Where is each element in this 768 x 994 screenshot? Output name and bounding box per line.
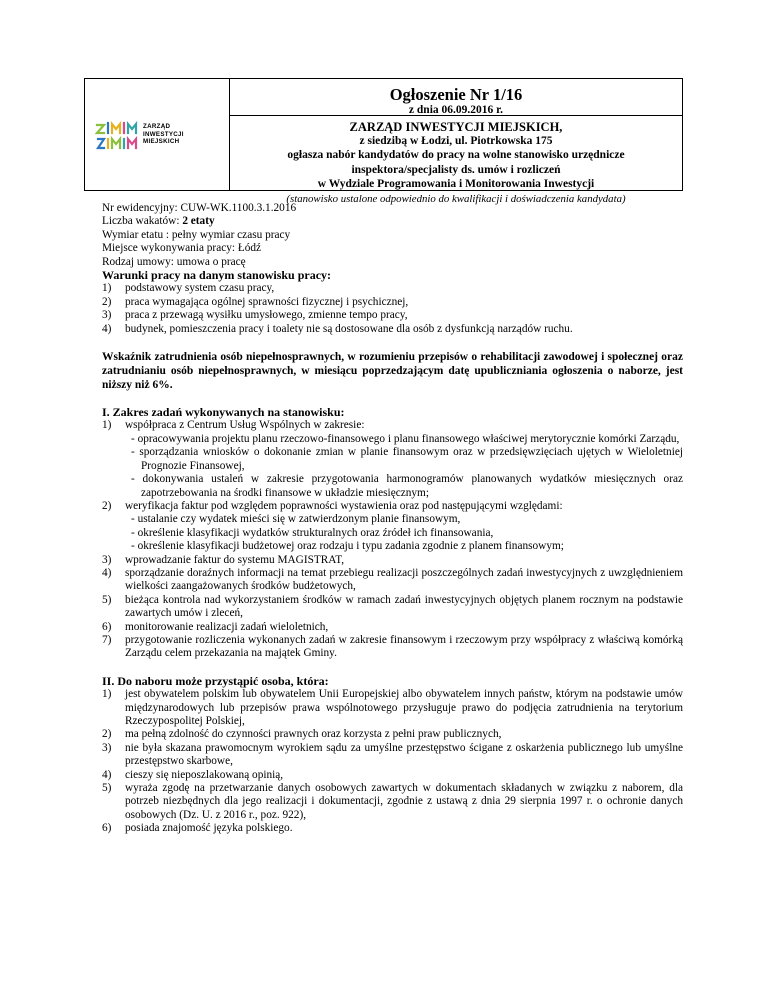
- list-item: 1) jest obywatelem polskim lub obywatelem Unii Europejskiej albo obywatelem innych państw, którym na podstawie umów międzynarodowych lub przepisów prawa wspólnotowego przysługuje prawo do podjęcia zatrudnienia na terytorium Rzeczypospolitej Polskiej,: [102, 688, 683, 727]
- sub-item: - określenie klasyfikacji budżetowej oraz rodzaju i typu zadania zgodnie z planem finansowym;: [131, 540, 564, 553]
- sub-item: - określenie klasyfikacji wydatków strukturalnych oraz źródeł ich finansowania,: [131, 526, 494, 539]
- list-item: 3) praca z przewagą wysiłku umysłowego, zmienne tempo pracy,: [102, 309, 408, 322]
- info-worktime: Wymiar etatu : pełny wymiar czasu pracy: [102, 228, 291, 241]
- info-place: Miejsce wykonywania pracy: Łódź: [102, 242, 262, 255]
- list-item: 1) podstawowy system czasu pracy,: [102, 282, 275, 295]
- list-item: 2) ma pełną zdolność do czynności prawnych oraz korzysta z pełni praw publicznych,: [102, 728, 502, 741]
- header-body: [230, 116, 682, 206]
- header-right: [230, 79, 682, 206]
- position-note: (stanowisko ustalone odpowiednio do kwalifikacji i doświadczenia kandydata): [286, 193, 626, 206]
- position-name: inspektora/specjalisty ds. umów i rozliczeń: [351, 163, 561, 176]
- info-evid: Nr ewidencyjny: CUW-WK.1100.3.1.2016: [102, 202, 297, 214]
- section1-heading: I. Zakres zadań wykonywanych na stanowisku:: [102, 405, 345, 420]
- zim-logo-icon: [95, 119, 141, 155]
- department-name: w Wydziale Programowania i Monitorowania Inwestycji: [317, 177, 595, 190]
- section2-heading: II. Do naboru może przystąpić osoba, która:: [102, 673, 329, 688]
- info-vacancies: Liczba wakatów: 2 etaty: [102, 215, 215, 228]
- title-row: [230, 79, 682, 116]
- list-item: 7) przygotowanie rozliczenia wykonanych zadań w zakresie finansowym i rzeczowym przy współpracy z właściwą komórką Zarządu celem przekazania na majątek Gminy.: [102, 633, 683, 660]
- list-item: 1) współpraca z Centrum Usług Wspólnych w zakresie: - opracowywania projektu planu rzeczowo-finansowego i planu finansowego właściwej merytorycznie komórki Zarządu, - sporządzania wniosków o dokonanie zmian w planie finansowym oraz w przedsięwzięciach ujętych w Wieloletniej Prognozie Finansowej, - dokonywania ustaleń w zakresie przygotowania harmonogramów planowanych wydatków miesięcznych oraz zapotrzebowania na środki finansowe w układzie miesięcznym;: [102, 419, 683, 499]
- sub-item: - dokonywania ustaleń w zakresie przygotowania harmonogramów planowanych wydatków miesięcznych oraz zapotrzebowania na środki finansowe w układzie miesięcznym;: [131, 473, 683, 499]
- org-name: ZARZĄD INWESTYCJI MIEJSKICH,: [349, 120, 563, 134]
- conditions-heading: Warunki pracy na danym stanowisku pracy:: [102, 268, 332, 283]
- header-line3: ogłasza nabór kandydatów do pracy na wolne stanowisko urzędnicze: [287, 149, 625, 162]
- list-item: 6) monitorowanie realizacji zadań wieloletnich,: [102, 620, 329, 633]
- main-content: [102, 202, 683, 836]
- page-title: Ogłoszenie Nr 1/16: [389, 85, 523, 104]
- employment-indicator: Wskaźnik zatrudnienia osób niepełnosprawnych, w rozumieniu przepisów o rehabilitacji zawodowej i społecznej oraz zatrudnianiu osób niepełnosprawnych, w miesiącu poprzedzającym datę upubliczniania ogłoszenia o naborze, jest niższy niż 6%.: [102, 351, 683, 392]
- list-item: 5) wyraża zgodę na przetwarzanie danych osobowych zawartych w dokumentach składanych w związku z naborem, dla potrzeb niezbędnych dla jego realizacji i dokumentacji, zgodnie z ustawą z dnia 29 sierpnia 1997 r. o ochronie danych osobowych (Dz. U. z 2016 r., poz. 922),: [102, 782, 683, 821]
- logo-cell: [85, 79, 230, 190]
- sub-item: - sporządzania wniosków o dokonanie zmian w planie finansowym oraz w przedsięwzięciach ujętych w Wieloletniej Prognozie Finansowej,: [131, 446, 683, 472]
- list-item: 4) sporządzanie doraźnych informacji na temat przebiegu realizacji poszczególnych zadań inwestycyjnych z uwzględnieniem wielkości zaangażowanych środków budżetowych,: [102, 566, 683, 593]
- list-item: 2) weryfikacja faktur pod względem poprawności wystawienia oraz pod następującymi względami: - ustalanie czy wydatek mieści się w zatwierdzonym planie finansowym, - określenie klasyfikacji wydatków strukturalnych oraz źródeł ich finansowania, - określenie klasyfikacji budżetowej oraz rodzaju i typu zadania zgodnie z planem finansowym;: [102, 500, 683, 554]
- zim-logo: [95, 119, 225, 155]
- list-item: 5) bieżąca kontrola nad wykorzystaniem środków w ramach zadań inwestycyjnych objętych planem rocznym na podstawie zawartych umów i zleceń,: [102, 593, 683, 620]
- info-contract: Rodzaj umowy: umowa o pracę: [102, 255, 246, 268]
- sub-item: - ustalanie czy wydatek mieści się w zatwierdzonym planie finansowym,: [131, 513, 461, 526]
- conditions-list: [102, 282, 683, 336]
- list-item: 2) praca wymagająca ogólnej sprawności fizycznej i psychicznej,: [102, 295, 409, 308]
- org-address: z siedzibą w Łodzi, ul. Piotrkowska 175: [359, 135, 553, 148]
- list-item: 3) wprowadzanie faktur do systemu MAGISTRAT,: [102, 553, 345, 566]
- announcement-date: z dnia 06.09.2016 r.: [408, 104, 504, 116]
- section1-list: [102, 419, 683, 660]
- logo-text: ZARZĄD INWESTYCJI MIEJSKICH: [143, 123, 184, 146]
- header-table: [84, 78, 683, 206]
- list-item: 4) cieszy się nieposzlakowaną opinią,: [102, 768, 284, 781]
- list-item: 6) posiada znajomość języka polskiego.: [102, 822, 293, 835]
- list-item: 4) budynek, pomieszczenia pracy i toalety nie są dostosowane dla osób z dysfunkcją narządów ruchu.: [102, 322, 573, 335]
- list-item: 3) nie była skazana prawomocnym wyrokiem sądu za umyślne przestępstwo ścigane z oskarżenia publicznego lub umyślne przestępstwo skarbowe,: [102, 741, 683, 768]
- sub-item: - opracowywania projektu planu rzeczowo-finansowego i planu finansowego właściwej merytorycznie komórki Zarządu,: [131, 432, 680, 445]
- section2-list: [102, 688, 683, 835]
